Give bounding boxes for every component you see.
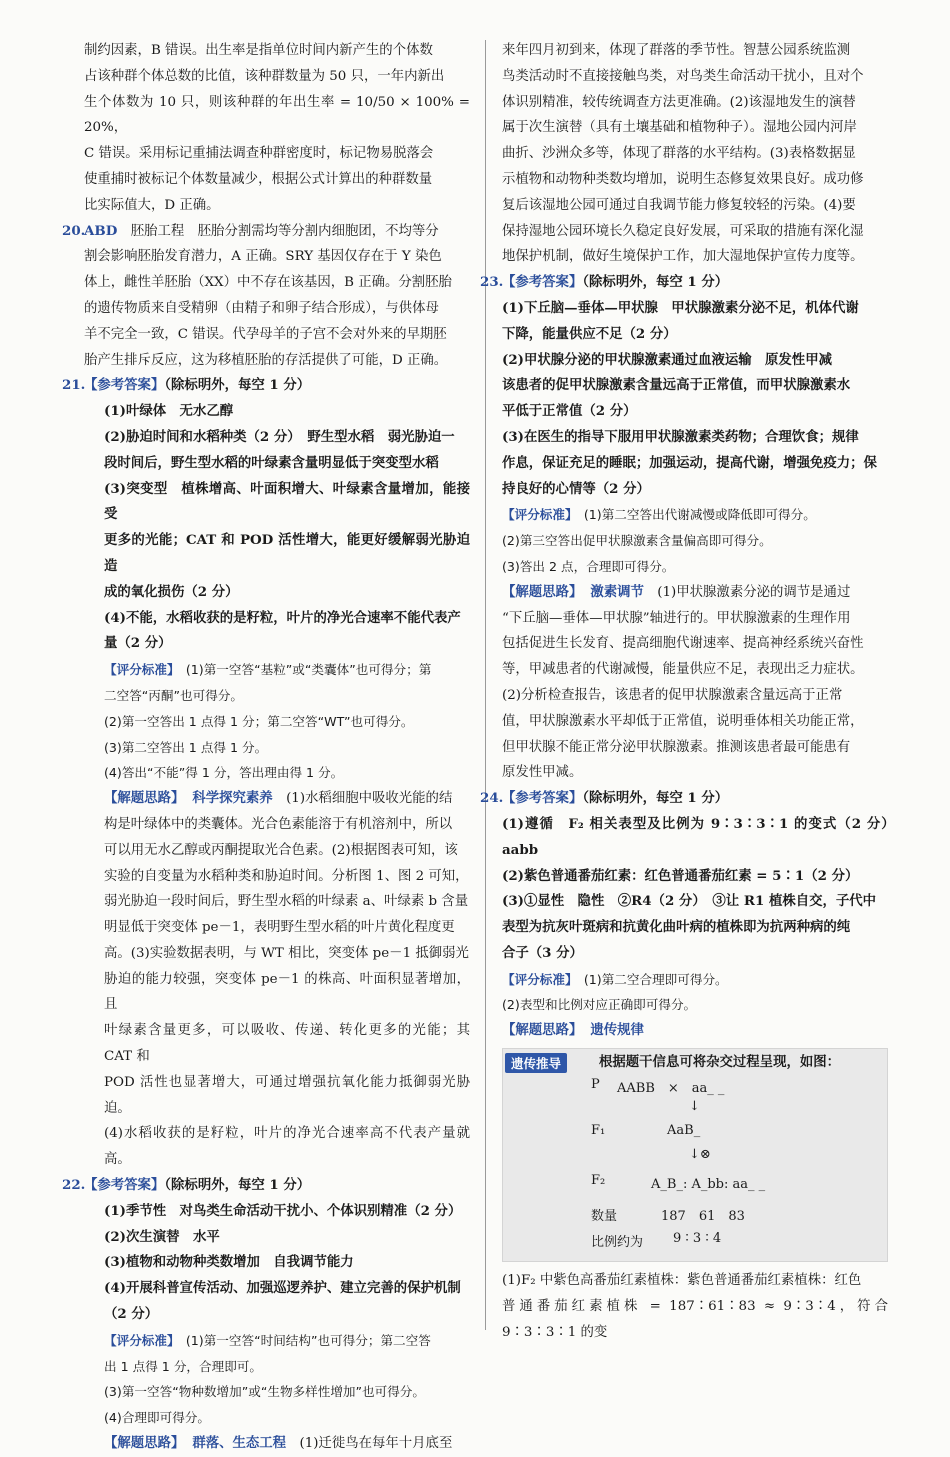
answer-line: （2 分） <box>104 1306 159 1323</box>
idea-line: 【解题思路】 科学探究素养 (1)水稻细胞中吸收光能的结 <box>104 790 453 807</box>
text-line: 来年四月初到来，体现了群落的季节性。智慧公园系统监测 <box>502 43 851 58</box>
f1-genotype: AaB_ <box>667 1123 701 1139</box>
idea-line: 高。(3)实验数据表明，与 WT 相比，突变体 pe－1 抵御弱光 <box>104 945 469 961</box>
q20-answer: ABD <box>84 222 118 239</box>
q24-header: 24.【参考答案】（除标明外，每空 1 分） <box>480 790 729 807</box>
answer-line: (1)遵循 F₂ 相关表型及比例为 9∶3∶3∶1 的变式（2 分） aabb <box>502 815 902 858</box>
idea-line: 【解题思路】 群落、生态工程 (1)迁徙鸟在每年十月底至 <box>104 1435 453 1452</box>
text-line: 地保护机制，做好生境保护工作，加大湿地保护宣传力度等。 <box>502 249 864 265</box>
answer-line: (4)不能，水稻收获的是籽粒，叶片的净光合速率不能代表产 <box>104 609 461 626</box>
idea-line: (4)水稻收获的是籽粒，叶片的净光合速率高不代表产量就高。 <box>104 1126 470 1168</box>
text-line: 体上，雌性羊胚胎（XX）中不存在该基因，B 正确。分割胚胎 <box>84 275 452 291</box>
question-number: 20. <box>62 222 86 239</box>
column-divider <box>485 40 486 1330</box>
answer-line: 下降，能量供应不足（2 分） <box>502 325 677 342</box>
ratio: 9 ∶ 3 ∶ 4 <box>673 1231 722 1247</box>
idea-line: 弱光胁迫一段时间后，野生型水稻的叶绿素 a、叶绿素 b 含量 <box>104 894 469 910</box>
answer-line: (2)胁迫时间和水稻种类（2 分） 野生型水稻 弱光胁迫一 <box>104 428 455 445</box>
p-cross: AABB × aa_ _ <box>617 1081 725 1097</box>
text-line: 割会影响胚胎发育潜力，A 正确。SRY 基因仅存在于 Y 染色 <box>84 249 442 265</box>
text-line: 使重捕时被标记个体数量减少，根据公式计算出的种群数量 <box>84 171 433 187</box>
genetic-cross-diagram <box>502 1048 888 1262</box>
text-line: 体识别精准，较传统调查方法更准确。(2)该湿地发生的演替 <box>502 94 856 110</box>
q22-header: 22.【参考答案】（除标明外，每空 1 分） <box>62 1177 311 1194</box>
ratio-label: 比例约为 <box>591 1235 644 1251</box>
answer-line: 更多的光能；CAT 和 POD 活性增大，能更好缓解弱光胁迫造 <box>104 532 470 574</box>
idea-line: 等，甲减患者的代谢减慢，能量供应不足，表现出乏力症状。 <box>502 662 864 678</box>
answer-line: (2)甲状腺分泌的甲状腺激素通过血液运输 原发性甲减 <box>502 351 832 368</box>
count-label: 数量 <box>591 1209 618 1225</box>
score-line: (2)第三空答出促甲状腺激素含量偏高即可得分。 <box>502 533 772 549</box>
text-line: 的遗传物质来自受精卵（由精子和卵子结合形成），与供体母 <box>84 300 439 316</box>
score-line: (3)第一空答“物种数增加”或“生物多样性增加”也可得分。 <box>104 1384 425 1400</box>
text-line: 制约因素，B 错误。出生率是指单位时间内新产生的个体数 <box>84 43 433 58</box>
f2-label: F₂ <box>591 1173 606 1189</box>
idea-line: 明显低于突变体 pe－1，表明野生型水稻的叶片黄化程度更 <box>104 920 455 936</box>
text-line: 生个体数为 10 只，则该种群的年出生率 = 10/50 × 100% = 20%， <box>84 94 470 136</box>
idea-line: POD 活性也显著增大，可通过增强抗氧化能力抵御弱光胁迫。 <box>104 1074 470 1116</box>
p-label: P <box>591 1077 600 1093</box>
text-line: 胎产生排斥反应，这为移植胚胎的存活提供了可能，D 正确。 <box>84 352 448 368</box>
idea-line: 胁迫的能力较强，突变体 pe－1 的株高、叶面积显著增加，且 <box>104 971 470 1013</box>
idea-line: 【解题思路】 激素调节 (1)甲状腺激素分泌的调节是通过 <box>502 583 851 600</box>
score-line: (3)第二空答出 1 点得 1 分。 <box>104 739 268 755</box>
score-line: 出 1 点得 1 分，合理即可。 <box>104 1358 262 1374</box>
text-line: 曲折、沙洲众多等，体现了群落的水平结构。(3)表格数据显 <box>502 146 856 162</box>
diagram-tag: 遗传推导 <box>505 1053 567 1073</box>
q21-header: 21.【参考答案】（除标明外，每空 1 分） <box>62 377 311 394</box>
diagram-intro: 根据题干信息可将杂交过程呈现，如图： <box>599 1054 841 1071</box>
idea-line: 叶绿素含量更多，可以吸收、传递、转化更多的光能；其 CAT 和 <box>104 1023 470 1065</box>
text-line: 示植物和动物种类数均增加，说明生态修复效果良好。成功修 <box>502 171 864 187</box>
answer-line: (3)植物和动物种类数增加 自我调节能力 <box>104 1254 354 1271</box>
score-line: (4)答出“不能”得 1 分，答出理由得 1 分。 <box>104 765 344 781</box>
idea-line: 构是叶绿体中的类囊体。光合色素能溶于有机溶剂中，所以 <box>104 816 453 832</box>
text-line: 普通番茄红素植株 = 187∶61∶83 ≈ 9∶3∶4，符合 9∶3∶3∶1 的变 <box>502 1298 888 1340</box>
answer-line: (1)叶绿体 无水乙醇 <box>104 403 234 420</box>
answer-line: 成的氧化损伤（2 分） <box>104 583 239 600</box>
answer-line: (3)①显性 隐性 ②R4（2 分） ③让 R1 植株自交，子代中 <box>502 893 877 910</box>
idea-line: “下丘脑—垂体—甲状腺”轴进行的。甲状腺激素的生理作用 <box>502 610 851 626</box>
score-line: (2)表型和比例对应正确即可得分。 <box>502 997 697 1013</box>
answer-line: 量（2 分） <box>104 635 172 652</box>
idea-line: 可以用无水乙醇或丙酮提取光合色素。(2)根据图表可知，该 <box>104 842 458 858</box>
score-line: 【评分标准】 (1)第二空合理即可得分。 <box>502 971 728 987</box>
selfing-arrow: ↓⊗ <box>689 1147 711 1163</box>
answer-line: 持良好的心情等（2 分） <box>502 480 650 497</box>
answer-line: 作息，保证充足的睡眠；加强运动，提高代谢，增强免疫力；保 <box>502 454 877 471</box>
idea-line: 值，甲状腺激素水平却低于正常值，说明垂体相关功能正常， <box>502 713 864 729</box>
text-line: 属于次生演替（具有土壤基础和植物种子）。湿地公园内河岸 <box>502 120 857 136</box>
score-line: 【评分标准】 (1)第二空答出代谢减慢或降低即可得分。 <box>502 507 816 523</box>
left-column <box>62 38 470 1457</box>
score-line: 【评分标准】 (1)第一空答“基粒”或“类囊体”也可得分；第 <box>104 662 432 678</box>
arrow-down: ↓ <box>689 1099 700 1115</box>
text-line: 复后该湿地公园可通过自我调节能力修复较轻的污染。(4)要 <box>502 197 856 213</box>
score-line: (3)答出 2 点，合理即可得分。 <box>502 558 675 574</box>
score-line: 二空答“丙酮”也可得分。 <box>104 687 243 703</box>
answer-line: 该患者的促甲状腺激素含量远高于正常值，而甲状腺激素水 <box>502 377 851 394</box>
answer-line: 合子（3 分） <box>502 944 583 961</box>
answer-line: (4)开展科普宣传活动、加强巡逻养护、建立完善的保护机制 <box>104 1280 461 1297</box>
text-line: 比实际值大，D 正确。 <box>84 197 220 213</box>
answer-line: (1)下丘脑—垂体—甲状腺 甲状腺激素分泌不足，机体代谢 <box>502 299 859 316</box>
score-line: (4)合理即可得分。 <box>104 1410 210 1426</box>
idea-line: (2)分析检查报告，该患者的促甲状腺激素含量远高于正常 <box>502 687 843 703</box>
f2-genotypes: A_B_: A_bb: aa_ _ <box>651 1177 766 1193</box>
answer-line: 段时间后，野生型水稻的叶绿素含量明显低于突变型水稻 <box>104 454 439 471</box>
counts: 187 61 83 <box>661 1209 745 1225</box>
idea-line: 但甲状腺不能正常分泌甲状腺激素。推测该患者最可能患有 <box>502 739 851 755</box>
answer-line: (2)紫色普通番茄红素：红色普通番茄红素 = 5∶1（2 分） <box>502 867 859 884</box>
answer-line: 平低于正常值（2 分） <box>502 403 637 420</box>
answer-line: 表型为抗灰叶斑病和抗黄化曲叶病的植株即为抗两种病的纯 <box>502 919 851 936</box>
idea-line: 原发性甲减。 <box>502 765 583 781</box>
right-column <box>480 38 902 1345</box>
idea-line: 包括促进生长发育、提高细胞代谢速率、提高神经系统兴奋性 <box>502 636 864 652</box>
answer-line: (3)突变型 植株增高、叶面积增大、叶绿素含量增加，能接受 <box>104 480 470 523</box>
q20-first-line: 20.ABD 胚胎工程 胚胎分割需均等分割内细胞团，不均等分 <box>84 219 470 245</box>
answer-line: (3)在医生的指导下服用甲状腺激素类药物；合理饮食；规律 <box>502 428 859 445</box>
text-line: 保持湿地公园环境长久稳定良好发展，可采取的措施有深化湿 <box>502 223 864 239</box>
answer-line: (1)季节性 对鸟类生命活动干扰小、个体识别精准（2 分） <box>104 1202 462 1219</box>
idea-line: 【解题思路】 遗传规律 <box>502 1022 644 1039</box>
q23-header: 23.【参考答案】（除标明外，每空 1 分） <box>480 274 729 291</box>
text-line: 羊不完全一致，C 错误。代孕母羊的子宫不会对外来的早期胚 <box>84 326 447 342</box>
idea-line: 实验的自变量为水稻种类和胁迫时间。分析图 1、图 2 可知， <box>104 868 469 884</box>
score-line: (2)第一空答出 1 点得 1 分；第二空答“WT”也可得分。 <box>104 713 414 729</box>
text-line: 占该种群个体总数的比值，该种群数量为 50 只，一年内新出 <box>84 68 445 84</box>
text-line: C 错误。采用标记重捕法调查种群密度时，标记物易脱落会 <box>84 146 434 162</box>
score-line: 【评分标准】 (1)第一空答“时间结构”也可得分；第二空答 <box>104 1332 431 1348</box>
answer-line: (2)次生演替 水平 <box>104 1228 220 1245</box>
f1-label: F₁ <box>591 1123 606 1139</box>
text-line: 鸟类活动时不直接接触鸟类，对鸟类生命活动干扰小，且对个 <box>502 68 864 84</box>
text-line: (1)F₂ 中紫色高番茄红素植株：紫色普通番茄红素植株：红色 <box>502 1273 862 1289</box>
